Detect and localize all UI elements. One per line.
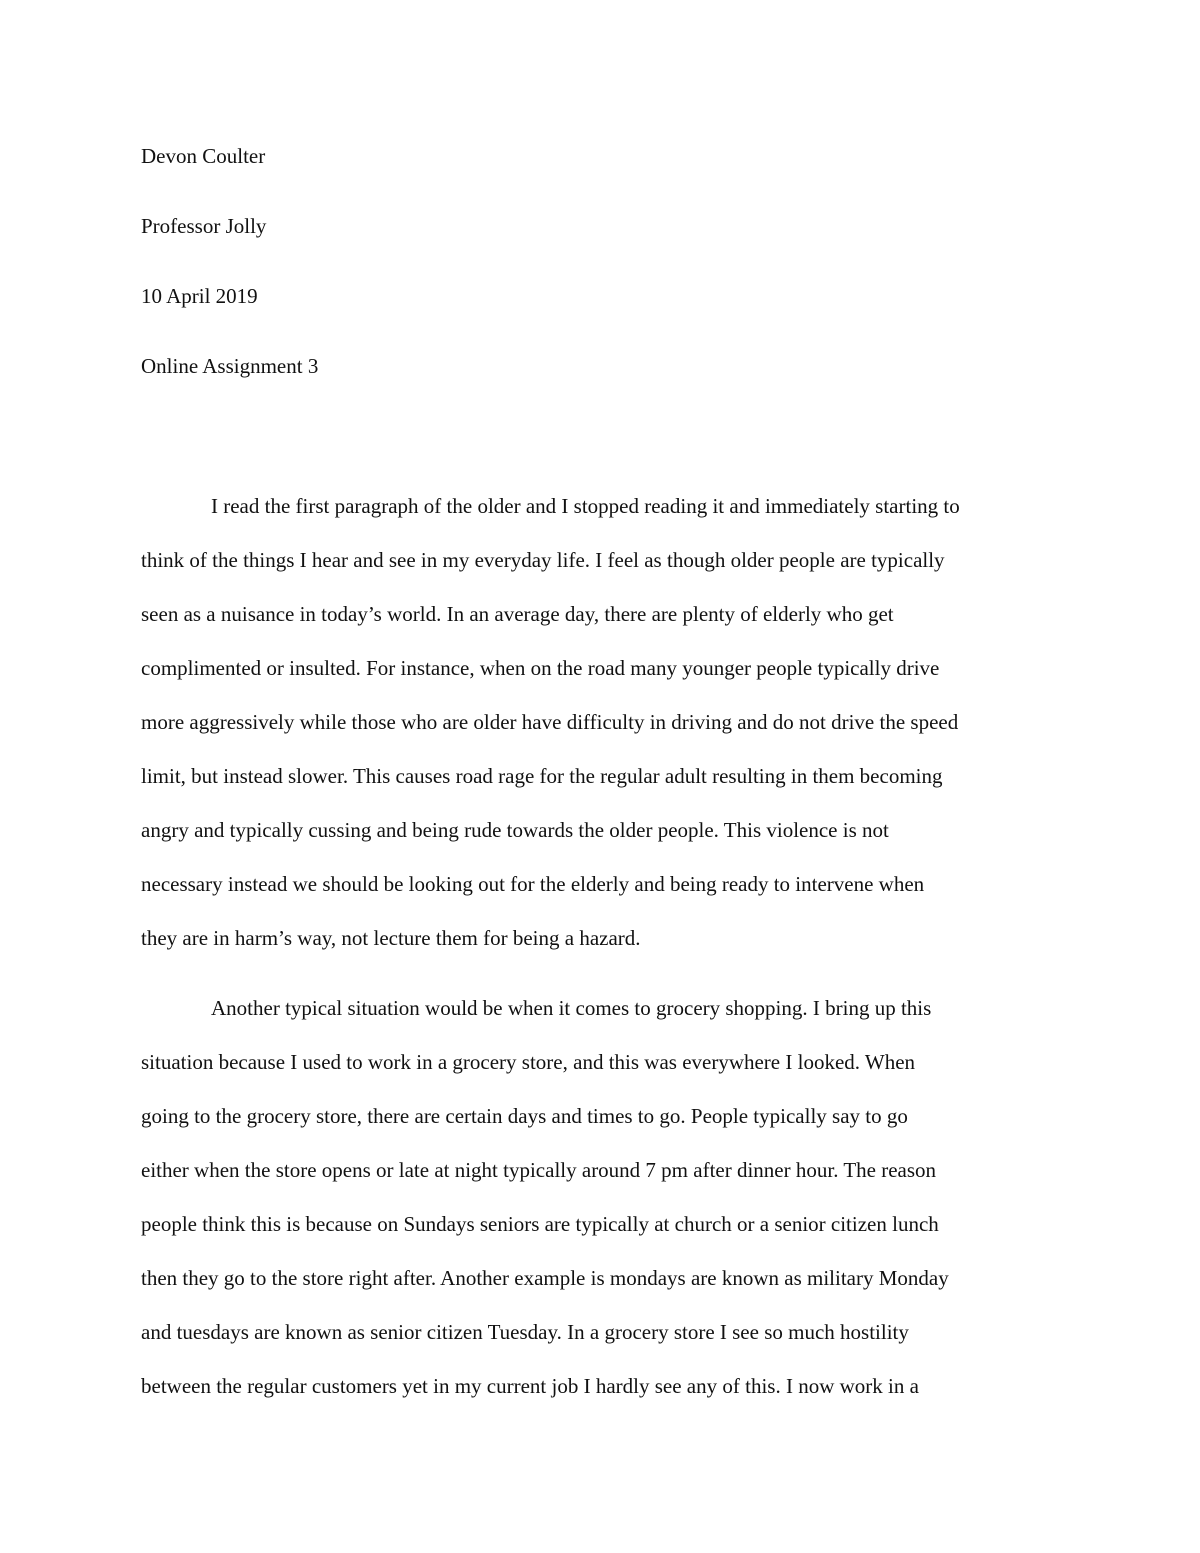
text-line: people think this is because on Sundays seniors are typically at church or a senior citizen lunch [141,1212,939,1236]
text-line: I read the first paragraph of the older and I stopped reading it and immediately starting to [211,494,960,518]
assignment-date: 10 April 2019 [141,284,258,308]
text-line: necessary instead we should be looking out for the elderly and being ready to intervene when [141,872,925,896]
text-line: more aggressively while those who are older have difficulty in driving and do not drive the speed [141,710,959,734]
text-line: angry and typically cussing and being rude towards the older people. This violence is not [141,818,889,842]
text-line: think of the things I hear and see in my everyday life. I feel as though older people are typically [141,548,945,572]
text-line: limit, but instead slower. This causes road rage for the regular adult resulting in them becoming [141,764,943,788]
text-line: complimented or insulted. For instance, when on the road many younger people typically drive [141,656,940,680]
text-line: situation because I used to work in a grocery store, and this was everywhere I looked. When [141,1050,916,1074]
text-line: between the regular customers yet in my current job I hardly see any of this. I now work in a [141,1374,919,1398]
professor-name: Professor Jolly [141,214,267,238]
text-line: going to the grocery store, there are certain days and times to go. People typically say to go [141,1104,908,1128]
text-line: and tuesdays are known as senior citizen Tuesday. In a grocery store I see so much hostility [141,1320,909,1344]
text-line: they are in harm’s way, not lecture them for being a hazard. [141,926,641,950]
assignment-title: Online Assignment 3 [141,354,319,378]
text-line: seen as a nuisance in today’s world. In an average day, there are plenty of elderly who get [141,602,894,626]
student-name: Devon Coulter [141,144,266,168]
text-line: then they go to the store right after. Another example is mondays are known as military Monday [141,1266,949,1290]
text-line: Another typical situation would be when it comes to grocery shopping. I bring up this [211,996,932,1020]
text-line: either when the store opens or late at night typically around 7 pm after dinner hour. The reason [141,1158,937,1182]
